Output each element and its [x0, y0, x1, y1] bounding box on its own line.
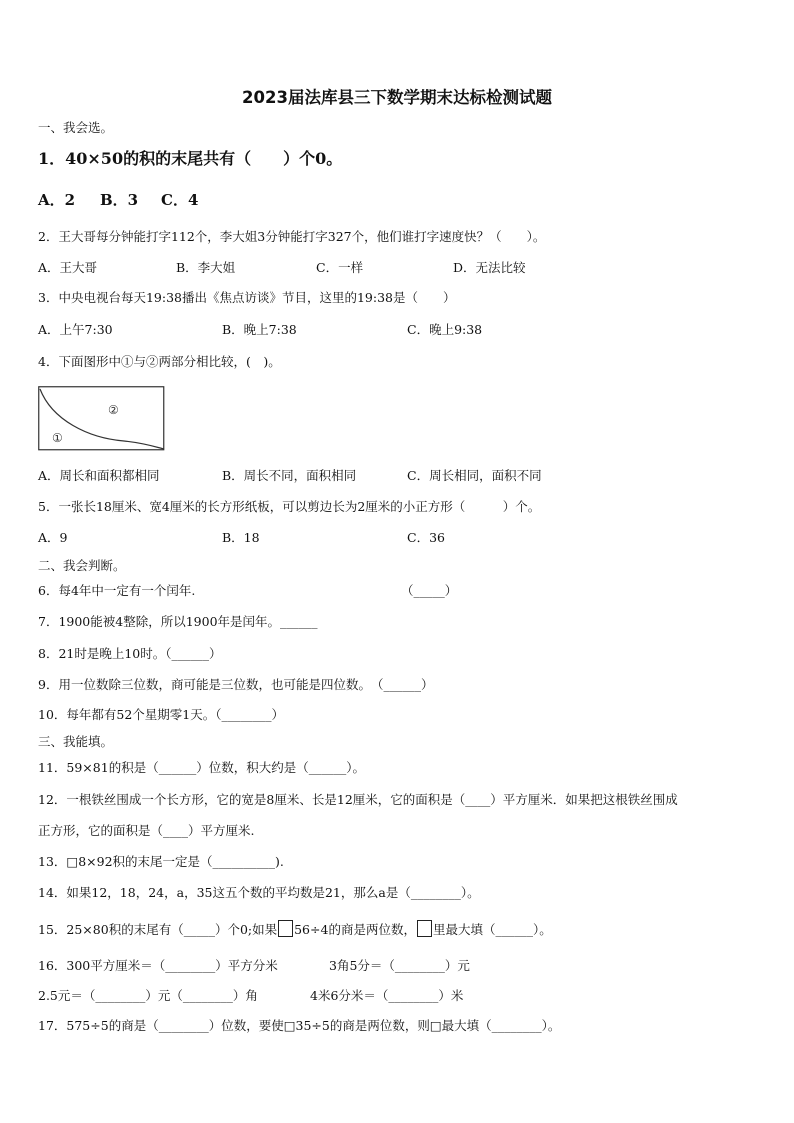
question-3-option-c: C．晚上9:38: [407, 322, 483, 337]
question-2-option-a: A．王大哥: [38, 260, 98, 275]
question-4-option-a: A．周长和面积都相同: [38, 468, 160, 483]
question-5: 5．一张长18厘米、宽4厘米的长方形纸板，可以剪边长为2厘米的小正方形（ ）个。: [38, 499, 541, 514]
question-16-line-2b: 4米6分米＝（________）米: [310, 988, 464, 1003]
question-12-line-2: 正方形，它的面积是（____）平方厘米.: [38, 823, 255, 838]
question-16-line-1a: 16．300平方厘米＝（________）平方分米: [38, 958, 278, 973]
question-14: 14．如果12，18，24，a，35这五个数的平均数是21，那么a是（________）。: [38, 885, 480, 900]
question-6: 6．每4年中一定有一个闰年.: [38, 583, 196, 598]
question-15-part-1: 15．25×80积的末尾有（_____）个0;如果: [38, 922, 278, 937]
question-17: 17．575÷5的商是（________）位数，要使□35÷5的商是两位数，则□最大填（________）。: [38, 1018, 561, 1033]
question-3: 3．中央电视台每天19:38播出《焦点访谈》节目，这里的19:38是（ ）: [38, 290, 456, 305]
question-6-blank: （_____）: [401, 583, 458, 598]
question-16-line-1b: 3角5分＝（________）元: [329, 958, 470, 973]
question-1-option-b: B．3: [100, 191, 139, 209]
question-16-line-2a: 2.5元＝（________）元（________）角: [38, 988, 258, 1003]
question-8: 8．21时是晚上10时。（______）: [38, 646, 222, 661]
question-11: 11．59×81的积是（______）位数，积大约是（______）。: [38, 760, 365, 775]
question-4-figure: [38, 386, 166, 455]
question-5-option-b: B．18: [222, 530, 260, 545]
question-7: 7．1900能被4整除，所以1900年是闰年。______: [38, 614, 318, 629]
question-2-option-b: B．李大姐: [176, 260, 236, 275]
question-12-line-1: 12．一根铁丝围成一个长方形，它的宽是8厘米、长是12厘米，它的面积是（____）平方厘米．如果把这根铁丝围成: [38, 792, 678, 807]
figure-label-2: ②: [108, 403, 119, 417]
rectangle-diagram: [38, 386, 166, 452]
question-1: 1．40×50的积的末尾共有（ ）个0。: [38, 149, 343, 168]
section-heading-1: 一、我会选。: [38, 120, 114, 135]
question-9: 9．用一位数除三位数，商可能是三位数，也可能是四位数。 （______）: [38, 677, 434, 692]
question-15-part-3: 里最大填（______）。: [432, 922, 552, 937]
question-4-option-c: C．周长相同，面积不同: [407, 468, 542, 483]
question-2-option-c: C．一样: [316, 260, 364, 275]
question-5-option-c: C．36: [407, 530, 445, 545]
question-3-option-b: B．晚上7:38: [222, 322, 297, 337]
page-title: 2023届法库县三下数学期末达标检测试题: [242, 88, 552, 107]
question-15-part-2: 56÷4的商是两位数，: [294, 922, 416, 937]
question-1-option-a: A．2: [38, 191, 76, 209]
question-4: 4．下面图形中①与②两部分相比较，( )。: [38, 354, 281, 369]
blank-box-1: [278, 920, 293, 937]
figure-label-1: ①: [52, 431, 63, 445]
question-1-option-c: C．4: [161, 191, 199, 209]
section-heading-2: 二、我会判断。: [38, 558, 126, 573]
question-2-option-d: D．无法比较: [453, 260, 526, 275]
section-heading-3: 三、我能填。: [38, 734, 114, 749]
question-15: [38, 920, 552, 939]
question-3-option-a: A．上午7:30: [38, 322, 113, 337]
question-4-option-b: B．周长不同，面积相同: [222, 468, 357, 483]
question-13: 13．□8×92积的末尾一定是（__________).: [38, 854, 284, 869]
question-2: 2．王大哥每分钟能打字112个，李大姐3分钟能打字327个，他们谁打字速度快？（ ）。: [38, 229, 546, 244]
question-5-option-a: A．9: [38, 530, 68, 545]
question-10: 10．每年都有52个星期零1天。（________）: [38, 707, 285, 722]
blank-box-2: [417, 920, 432, 937]
